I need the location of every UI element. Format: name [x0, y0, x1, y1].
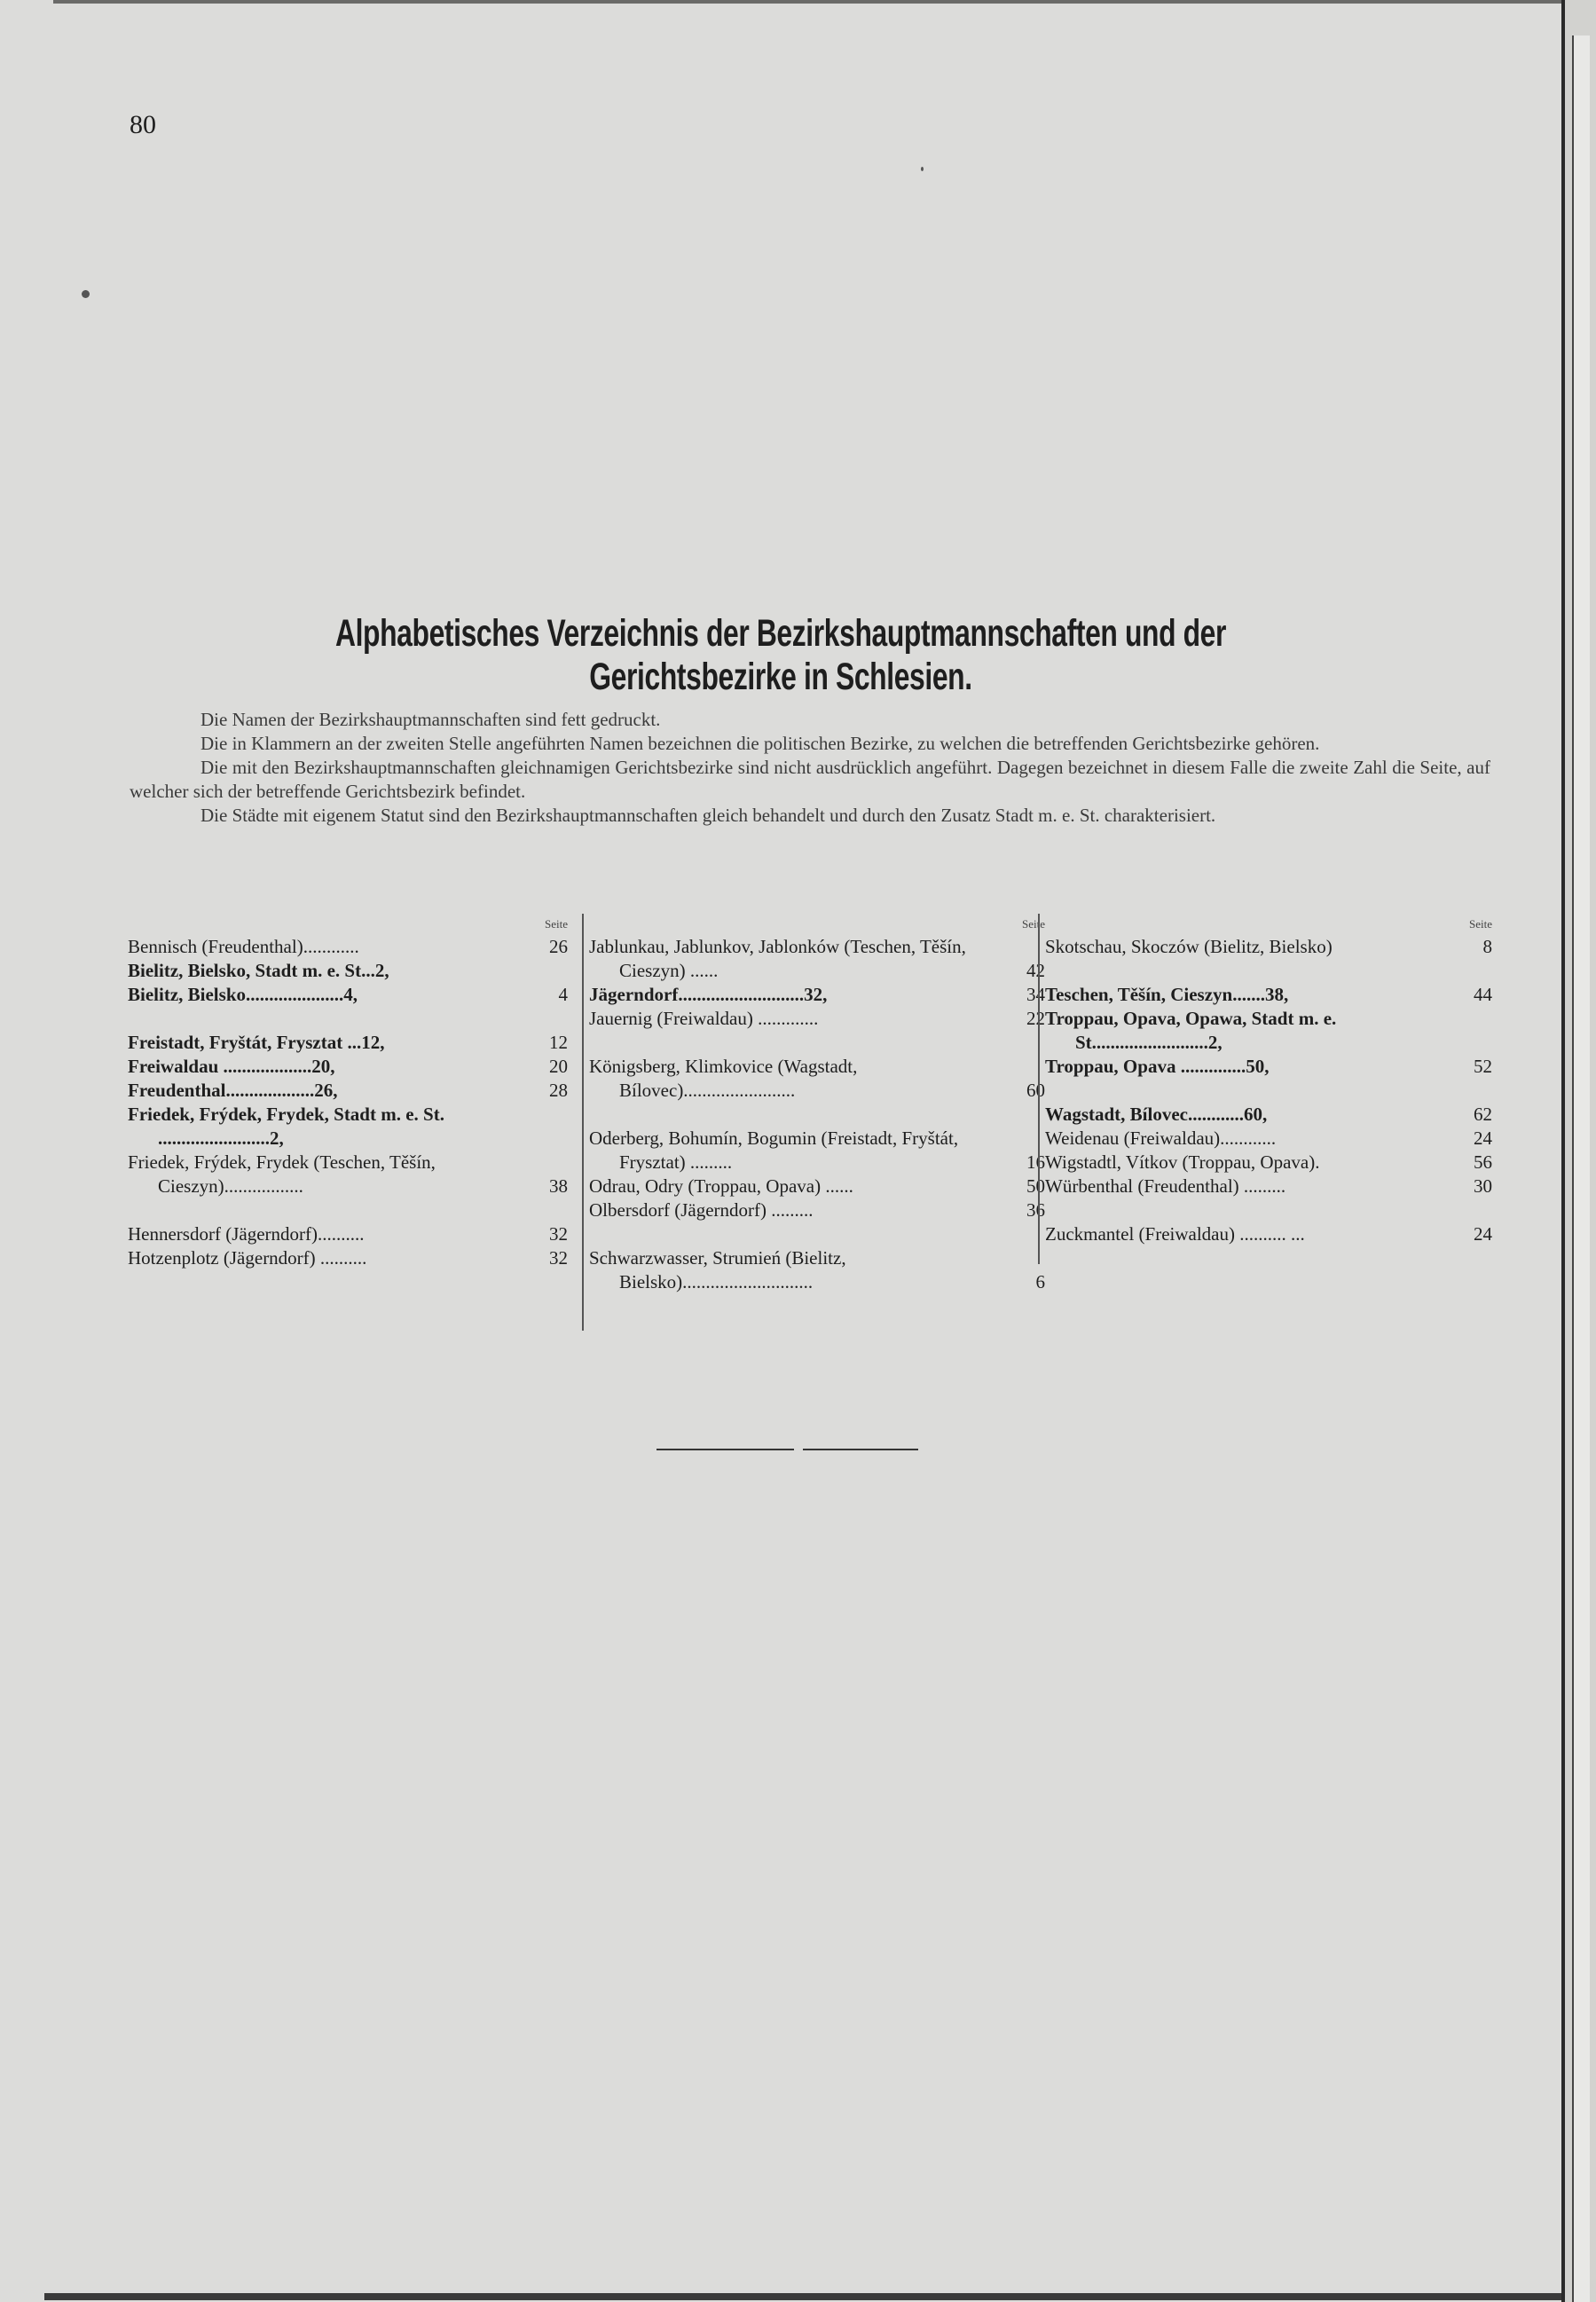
entry-name: Schwarzwasser, Strumień (Bielitz, Bielsko)............................: [589, 1247, 846, 1292]
entry-name: Troppau, Opava, Opawa, Stadt m. e. St.........................2,: [1045, 1008, 1337, 1053]
entry-name: Bennisch (Freudenthal)............: [128, 936, 359, 957]
scan-edge-bottom: [44, 2293, 1561, 2300]
seite-header: Seite: [1022, 917, 1045, 931]
index-entry: [128, 1055, 571, 1079]
entry-page: 8: [1482, 936, 1492, 957]
entry-page: 44: [1474, 984, 1492, 1005]
index-entry: [1045, 1151, 1496, 1175]
entry-page: 50: [1026, 1175, 1045, 1197]
entry-name: Hennersdorf (Jägerndorf)..........: [128, 1223, 365, 1245]
index-entry: [1045, 1007, 1496, 1055]
entry-name: Königsberg, Klimkovice (Wagstadt, Bílovec)........................: [589, 1056, 858, 1101]
index-entry: [1045, 1127, 1496, 1151]
entry-page: 56: [1474, 1151, 1492, 1173]
entry-page: 36: [1026, 1199, 1045, 1221]
entry-page: 34: [1026, 984, 1045, 1005]
entry-page: 38: [549, 1175, 568, 1197]
seite-header: Seite: [545, 917, 568, 931]
entry-name: Zuckmantel (Freiwaldau) .......... ...: [1045, 1223, 1305, 1245]
ink-speck: [82, 290, 90, 298]
intro-paragraph: Die Namen der Bezirkshauptmannschaften sind fett gedruckt.: [200, 709, 661, 730]
entry-name: Odrau, Odry (Troppau, Opava) ......: [589, 1175, 853, 1197]
index-entry: [128, 983, 571, 1007]
index-entry: [128, 959, 571, 983]
entry-name: Wagstadt, Bílovec............60,: [1045, 1104, 1268, 1125]
entry-page: 30: [1474, 1175, 1492, 1197]
index-entry: [589, 1055, 1049, 1103]
entry-name: Teschen, Těšín, Cieszyn.......38,: [1045, 984, 1289, 1005]
index-entry: [128, 1031, 571, 1055]
entry-page: 42: [1026, 960, 1045, 981]
entry-name: Jauernig (Freiwaldau) .............: [589, 1008, 819, 1029]
entry-name: Wigstadtl, Vítkov (Troppau, Opava).: [1045, 1151, 1320, 1173]
index-entry: [128, 1079, 571, 1103]
entry-name: Freudenthal...................26,: [128, 1080, 338, 1101]
ink-speck: [921, 167, 924, 171]
entry-spacer: [128, 1198, 571, 1222]
index-entry: [128, 1246, 571, 1270]
index-entry: [128, 1222, 571, 1246]
index-entry: [589, 1246, 1049, 1294]
entry-name: Würbenthal (Freudenthal) .........: [1045, 1175, 1286, 1197]
entry-spacer: [589, 1031, 1049, 1055]
entry-name: Friedek, Frýdek, Frydek (Teschen, Těšín, Cieszyn).................: [128, 1151, 436, 1197]
index-column-2: [582, 914, 1049, 1331]
entry-page: 16: [1026, 1151, 1045, 1173]
page-title: Alphabetisches Verzeichnis der Bezirkshauptmannschaften und der Gerichtsbezirke in Schlesien.: [334, 612, 1227, 698]
closing-rule: [803, 1449, 918, 1450]
next-page-edge: [1572, 35, 1590, 2302]
entry-name: Oderberg, Bohumín, Bogumin (Freistadt, Fryštát, Frysztat) .........: [589, 1127, 959, 1173]
index-entry: [589, 983, 1049, 1007]
entry-name: Hotzenplotz (Jägerndorf) ..........: [128, 1247, 367, 1269]
entry-list: [589, 935, 1049, 1294]
index-entry: [1045, 1175, 1496, 1198]
index-entry: [128, 935, 571, 959]
entry-page: 32: [549, 1247, 568, 1269]
entry-spacer: [1045, 959, 1496, 983]
index-entry: [128, 1151, 571, 1198]
index-entry: [1045, 1103, 1496, 1127]
entry-spacer: [589, 1222, 1049, 1246]
entry-page: 60: [1026, 1080, 1045, 1101]
entry-page: 32: [549, 1223, 568, 1245]
index-column-1: [128, 914, 571, 1270]
entry-page: 62: [1474, 1104, 1492, 1125]
entry-name: Jägerndorf...........................32,: [589, 984, 828, 1005]
entry-list: [1045, 935, 1496, 1246]
index-entry: [589, 1127, 1049, 1175]
entry-name: Bielitz, Bielsko.....................4,: [128, 984, 358, 1005]
index-column-3: [1038, 914, 1496, 1264]
entry-name: Freiwaldau ...................20,: [128, 1056, 335, 1077]
entry-name: Bielitz, Bielsko, Stadt m. e. St...2,: [128, 960, 389, 981]
index-entry: [1045, 935, 1496, 959]
entry-spacer: [1045, 1079, 1496, 1103]
entry-name: Weidenau (Freiwaldau)............: [1045, 1127, 1277, 1149]
entry-page: 24: [1474, 1127, 1492, 1149]
index-entry: [589, 1007, 1049, 1031]
entry-list: [128, 935, 571, 1270]
seite-header: Seite: [1469, 917, 1492, 931]
closing-rule: [656, 1449, 794, 1450]
intro-paragraph: Die mit den Bezirkshauptmannschaften gleichnamigen Gerichtsbezirke sind nicht ausdrücklich angeführt. Dagegen bezeichnet in diesem Falle die zweite Zahl die Seite, auf welcher sich der betreffende Gerichtsbezirk befindet.: [130, 757, 1490, 802]
intro-paragraph: Die in Klammern an der zweiten Stelle angeführten Namen bezeichnen die politischen Bezirke, zu welchen die betreffenden Gerichtsbezirke gehören.: [200, 733, 1320, 754]
page-number: 80: [130, 110, 156, 139]
entry-name: Freistadt, Fryštát, Frysztat ...12,: [128, 1032, 385, 1053]
entry-page: 24: [1474, 1223, 1492, 1245]
entry-page: 20: [549, 1056, 568, 1077]
index-entry: [128, 1103, 571, 1151]
entry-page: 26: [549, 936, 568, 957]
index-entry: [1045, 1055, 1496, 1079]
intro-paragraph: Die Städte mit eigenem Statut sind den Bezirkshauptmannschaften gleich behandelt und durch den Zusatz Stadt m. e. St. charakterisiert.: [200, 805, 1216, 826]
entry-spacer: [128, 1007, 571, 1031]
index-entry: [589, 1175, 1049, 1198]
entry-page: 52: [1474, 1056, 1492, 1077]
index-entry: [589, 1198, 1049, 1222]
index-entry: [1045, 983, 1496, 1007]
entry-name: Olbersdorf (Jägerndorf) .........: [589, 1199, 814, 1221]
entry-name: Troppau, Opava ..............50,: [1045, 1056, 1270, 1077]
index-entry: [1045, 1222, 1496, 1246]
entry-spacer: [589, 1103, 1049, 1127]
entry-name: Jablunkau, Jablunkov, Jablonków (Teschen, Těšín, Cieszyn) ......: [589, 936, 966, 981]
entry-page: 12: [549, 1032, 568, 1053]
entry-page: 28: [549, 1080, 568, 1101]
scan-edge-top: [53, 0, 1561, 4]
entry-page: 4: [558, 984, 568, 1005]
entry-name: Skotschau, Skoczów (Bielitz, Bielsko): [1045, 936, 1333, 957]
entry-page: 6: [1035, 1271, 1045, 1292]
entry-page: 22: [1026, 1008, 1045, 1029]
entry-name: Friedek, Frýdek, Frydek, Stadt m. e. St. ........................2,: [128, 1104, 444, 1149]
intro-text: [130, 708, 1490, 828]
entry-spacer: [1045, 1198, 1496, 1222]
index-entry: [589, 935, 1049, 983]
